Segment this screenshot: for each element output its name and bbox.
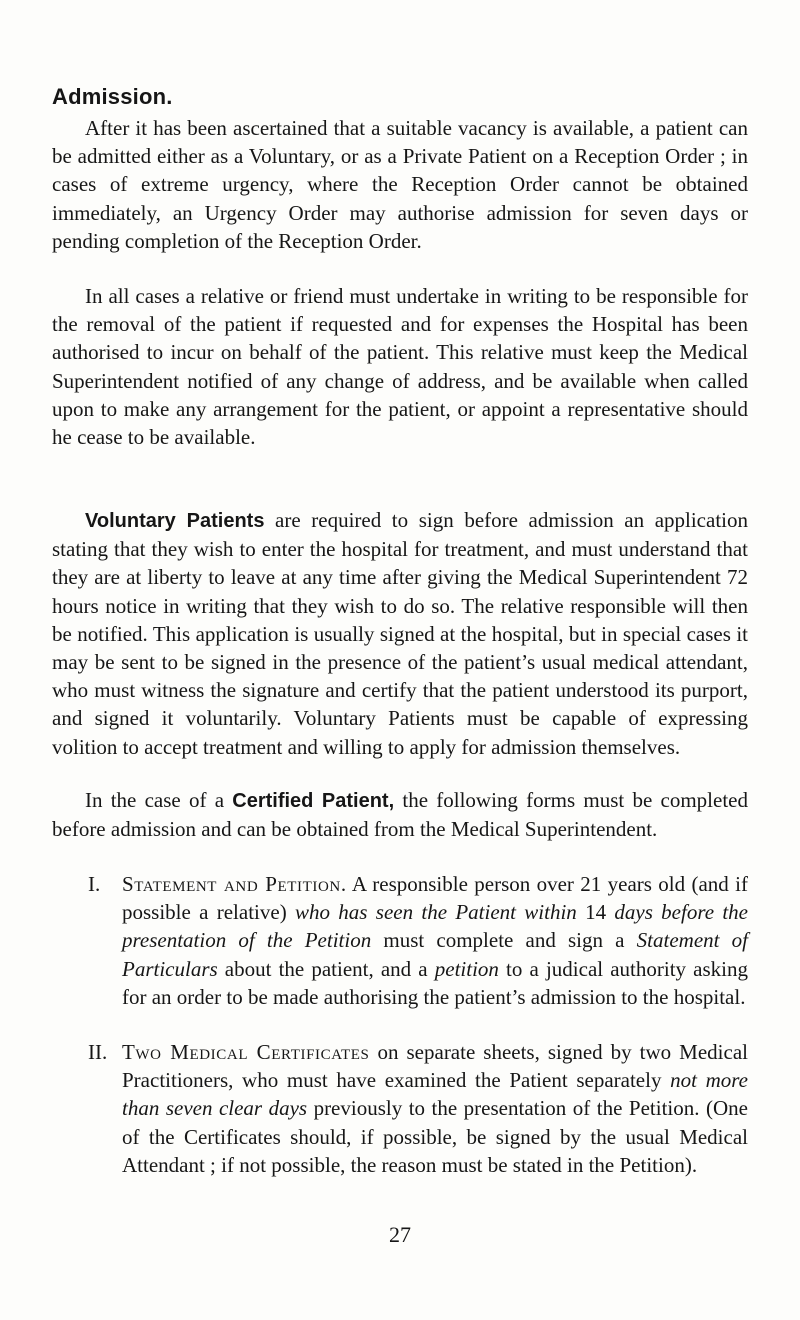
page-number: 27 [389, 1222, 411, 1247]
certified-patient-term: Certified Patient, [232, 790, 395, 812]
item-title: Statement and Petition. [122, 872, 347, 896]
item-text: 14 [576, 900, 615, 925]
item-number-1: I. [88, 872, 101, 896]
item-emphasis: not more than seven clear days [122, 1068, 749, 1121]
list-item-statement-petition [122, 870, 748, 1011]
item-text: previously to the presentation of the Petition. (One of the Certificates should, if possible, be signed by the usual Medical Attendant ; if not possible, the reason must be stated in the Petition). [122, 1096, 748, 1177]
item-text: about the patient, and a [217, 956, 435, 981]
item-number-2: II. [88, 1040, 108, 1064]
paragraph-certified-patient [52, 786, 748, 843]
item-emphasis: Statement of Particulars [122, 928, 748, 981]
item-text: must complete and sign a [371, 928, 637, 953]
voluntary-patients-term: Voluntary Patients [85, 510, 265, 532]
item-text: on separate sheets, signed by two Medical Practitioners, who must have examined the Patient separately [122, 1040, 748, 1093]
paragraph-relative-undertaking: In all cases a relative or friend must undertake in writing to be responsible for the removal of the patient if requested and for expenses the Hospital has been authorised to incur on behalf of the patient. This relative must keep the Medical Superintendent notified of any change of address, and be available when called upon to make any arrangement for the patient, or appoint a representative should he cease to be available. [52, 284, 748, 450]
item-emphasis: petition [434, 956, 499, 981]
item-text: to a judical authority asking for an order to be made authorising the patient’s admission to the hospital. [122, 956, 748, 1009]
paragraph-voluntary-patients [52, 506, 748, 761]
section-heading: Admission. [52, 84, 173, 109]
item-text: A responsible person over 21 years old (and if possible a relative) [122, 872, 748, 925]
voluntary-patients-text: are required to sign before admission an application stating that they wish to enter the hospital for treatment, and must understand that they are at liberty to leave at any time after giving the Medical Superintendent 72 hours notice in writing that they wish to do so. The relative responsible will then be notified. This application is usually signed at the hospital, but in special cases it may be sent to be signed in the presence of the patient’s usual medical attendant, who must witness the signature and certify that the patient understood its purport, and signed it voluntarily. Voluntary Patients must be capable of expressing volition to accept treatment and willing to apply for admission themselves. [52, 508, 748, 759]
list-item-medical-certificates [122, 1038, 748, 1179]
item-emphasis: who has seen the Patient within [295, 900, 577, 925]
certified-patient-text: the following forms must be completed before admission and can be obtained from the Medical Superintendent. [52, 788, 748, 842]
certified-patient-intro: In the case of a [85, 788, 233, 812]
paragraph-admission: After it has been ascertained that a suitable vacancy is available, a patient can be admitted either as a Voluntary, or as a Private Patient on a Reception Order ; in cases of extreme urgency, where the Reception Order cannot be obtained immediately, an Urgency Order may authorise admission for seven days or pending completion of the Reception Order. [52, 116, 748, 253]
item-emphasis: days before the presentation of the Petition [122, 900, 748, 953]
item-title: Two Medical Certificates [122, 1040, 370, 1064]
